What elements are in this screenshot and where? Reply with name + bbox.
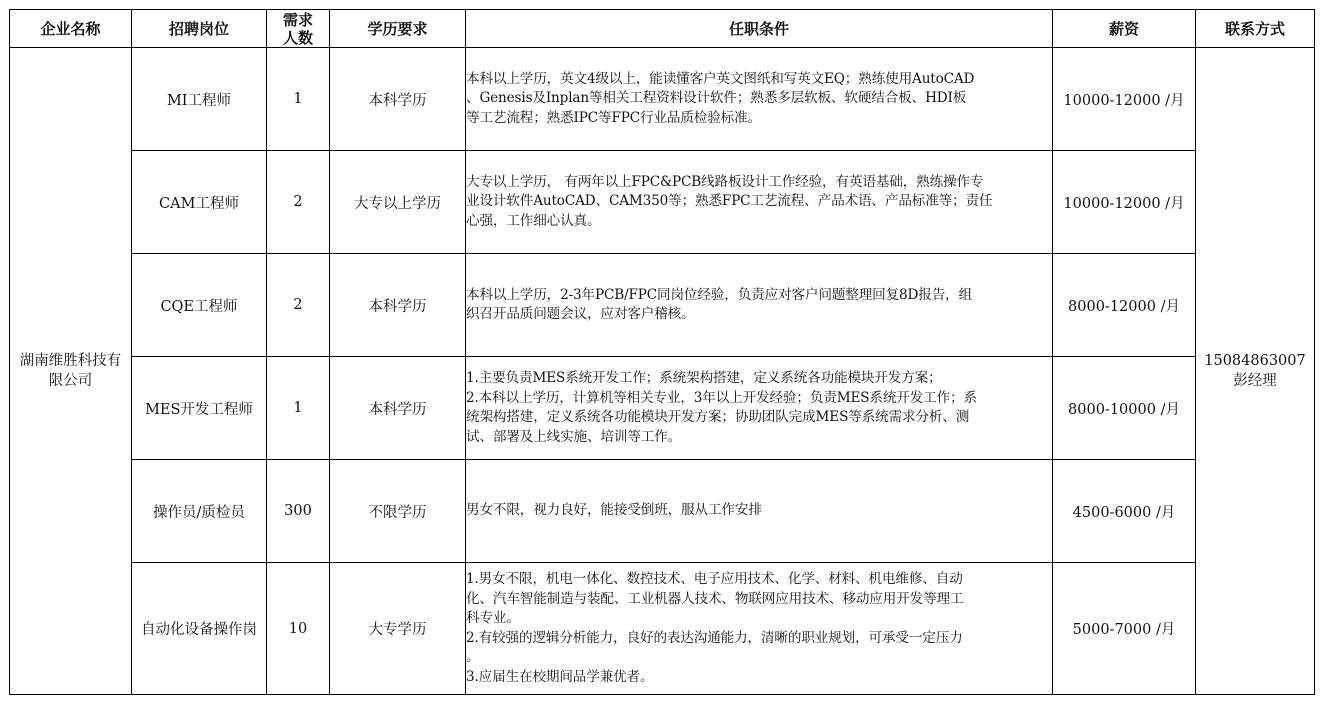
requirement-line: 2.有较强的逻辑分析能力，良好的表达沟通能力，清晰的职业规划，可承受一定压力 [466,629,963,646]
contact-person: 彭经理 [1233,373,1277,389]
position-cell: CQE工程师 [132,254,267,357]
headcount-cell: 1 [267,48,330,151]
requirements-cell [466,48,1053,151]
education-cell: 不限学历 [330,460,466,563]
position-cell: MI工程师 [132,48,267,151]
header-education: 学历要求 [330,10,466,48]
requirement-line: 1.主要负责MES系统开发工作；系统架构搭建，定义系统各功能模块开发方案； [466,370,942,386]
requirement-line: 3.应届生在校期间品学兼优者。 [466,668,654,685]
requirement-line: 织召开品质问题会议，应对客户稽核。 [466,306,695,322]
company-name-line1: 湖南维胜科技有 [19,353,122,369]
company-name [10,48,132,695]
header-headcount-line1: 需求 [282,10,313,29]
position-cell: 自动化设备操作岗 [132,563,267,695]
requirement-line: 统架构搭建，定义系统各功能模块开发方案；协助团队完成MES等系统需求分析、测 [466,409,970,425]
education-cell: 大专以上学历 [330,151,466,254]
table-row [10,254,1315,357]
requirement-line: 等工艺流程；熟悉IPC等FPC行业品质检验标准。 [466,109,761,126]
requirements-cell [466,254,1053,357]
header-contact: 联系方式 [1196,10,1315,48]
headcount-cell: 300 [267,460,330,563]
requirement-line: 本科以上学历，2-3年PCB/FPC同岗位经验，负责应对客户问题整理回复8D报告，组 [466,286,973,303]
requirement-line: 。 [466,649,480,665]
table-row [10,563,1315,695]
position-cell: CAM工程师 [132,151,267,254]
salary-cell: 5000-7000 /月 [1053,563,1196,695]
requirements-cell [466,151,1053,254]
header-position: 招聘岗位 [132,10,267,48]
requirement-line: 科专业。 [466,610,520,626]
requirements-cell [466,460,1053,563]
requirement-line: 业设计软件AutoCAD、CAM350等；熟悉FPC工艺流程、产品术语、产品标准等；责任 [466,193,993,210]
salary-cell: 8000-10000 /月 [1053,357,1196,460]
header-company: 企业名称 [10,10,132,48]
requirement-line: 试、部署及上线实施、培训等工作。 [466,428,682,445]
headcount-cell: 2 [267,151,330,254]
requirement-line: 化、汽车智能制造与装配、工业机器人技术、物联网应用技术、移动应用开发等理工 [466,590,964,607]
company-name-line2: 限公司 [48,373,93,389]
header-headcount [267,10,330,48]
header-headcount-line2: 人数 [282,28,313,47]
position-cell: 操作员/质检员 [132,460,267,563]
education-cell: 本科学历 [330,254,466,357]
table-row [10,48,1315,151]
salary-cell: 8000-12000 /月 [1053,254,1196,357]
education-cell: 本科学历 [330,48,466,151]
requirements-cell [466,357,1053,460]
contact-phone: 15084863007 [1204,353,1306,369]
headcount-cell: 10 [267,563,330,695]
salary-cell: 10000-12000 /月 [1053,151,1196,254]
header-salary: 薪资 [1053,10,1196,48]
header-row [10,10,1315,48]
requirement-line: 本科以上学历，英文4级以上，能读懂客户英文图纸和写英文EQ；熟练使用AutoCAD [466,70,975,87]
header-requirements: 任职条件 [466,10,1053,48]
recruitment-table [9,9,1315,695]
requirement-line: 2.本科以上学历，计算机等相关专业，3年以上开发经验；负责MES系统开发工作；系 [466,389,977,406]
table-row [10,151,1315,254]
education-cell: 本科学历 [330,357,466,460]
table-row [10,460,1315,563]
contact-info [1196,48,1315,695]
table-row [10,357,1315,460]
headcount-cell: 1 [267,357,330,460]
requirements-cell [466,563,1053,695]
requirement-line: 男女不限，视力良好，能接受倒班，服从工作安排 [466,502,762,519]
headcount-cell: 2 [267,254,330,357]
salary-cell: 4500-6000 /月 [1053,460,1196,563]
education-cell: 大专学历 [330,563,466,695]
requirement-line: 1.男女不限，机电一体化、数控技术、电子应用技术、化学、材料、机电维修、自动 [466,571,963,587]
requirement-line: 、Genesis及Inplan等相关工程资料设计软件；熟悉多层软板、软硬结合板、HDI板 [466,90,967,107]
requirement-line: 大专以上学历， 有两年以上FPC&PCB线路板设计工作经验，有英语基础，熟练操作专 [466,173,984,190]
salary-cell: 10000-12000 /月 [1053,48,1196,151]
position-cell: MES开发工程师 [132,357,267,460]
requirement-line: 心强，工作细心认真。 [466,212,601,229]
